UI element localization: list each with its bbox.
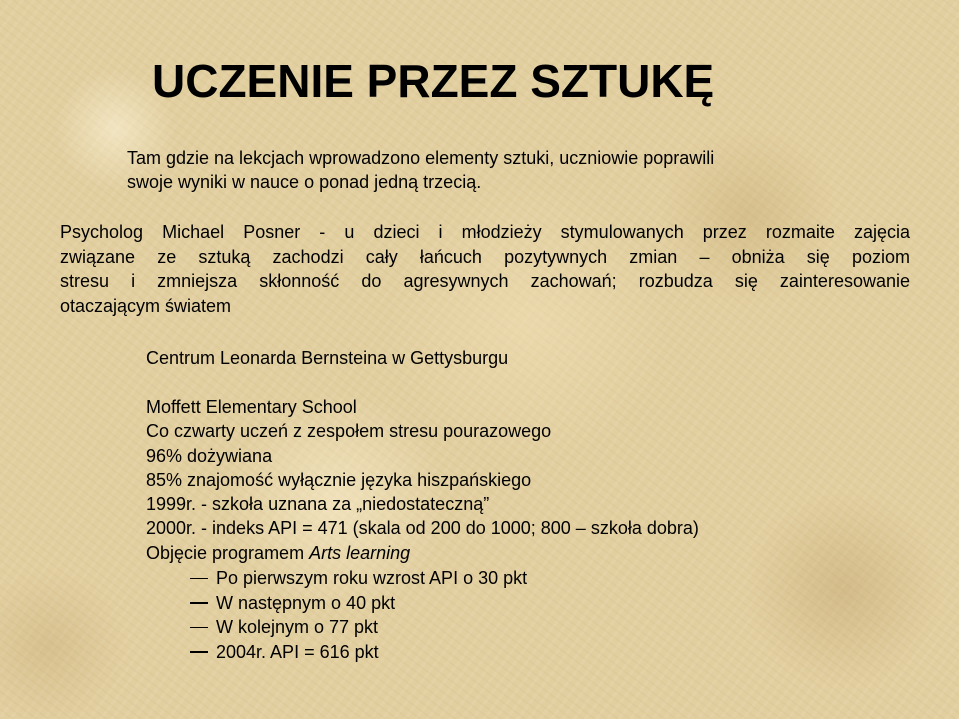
- fact-item: 1999r. - szkoła uznana za „niedostateczną”: [146, 494, 490, 515]
- program-item: [146, 541, 699, 565]
- dash-bullet-icon: [190, 602, 208, 604]
- paragraph-line: Psycholog Michael Posner - u dzieci i młodzieży stymulowanych przez rozmaite zajęcia: [60, 222, 910, 242]
- fact-item: 85% znajomość wyłącznie języka hiszpańskiego: [146, 469, 532, 490]
- slide-title: UCZENIE PRZEZ SZTUKĘ: [152, 55, 715, 107]
- result-item: [190, 591, 527, 616]
- paragraph-line: związane ze sztuką zachodzi cały łańcuch pozytywnych zmian – obniża się poziom: [60, 246, 910, 267]
- dash-bullet-icon: [190, 578, 208, 580]
- result-item: [190, 640, 527, 665]
- result-item: [190, 566, 527, 591]
- paragraph-line: stresu i zmniejsza skłonność do agresywnych zachowań; rozbudza się zainteresowanie: [60, 271, 910, 291]
- fact-item: 96% dożywiana: [146, 445, 273, 466]
- center-name: Centrum Leonarda Bernsteina w Gettysburgu: [146, 348, 509, 368]
- result-text: W kolejnym o 77 pkt: [216, 617, 379, 637]
- program-name: Arts learning: [309, 542, 411, 563]
- dash-bullet-icon: [190, 651, 208, 653]
- result-text: 2004r. API = 616 pkt: [216, 641, 379, 662]
- intro-text: [127, 146, 867, 194]
- fact-item: 2000r. - indeks API = 471 (skala od 200 do 1000; 800 – szkoła dobra): [146, 518, 699, 539]
- paragraph-line: otaczającym światem: [60, 295, 232, 316]
- intro-line: swoje wyniki w nauce o ponad jedną trzecią.: [127, 172, 482, 192]
- intro-line: Tam gdzie na lekcjach wprowadzono elementy sztuki, uczniowie poprawili: [127, 148, 715, 168]
- program-prefix: Objęcie programem: [146, 542, 310, 563]
- results-sublist: [190, 566, 527, 664]
- fact-item: Moffett Elementary School: [146, 397, 357, 417]
- result-text: W następnym o 40 pkt: [216, 592, 396, 613]
- dash-bullet-icon: [190, 627, 208, 629]
- school-facts-list: [146, 395, 699, 565]
- fact-item: Co czwarty uczeń z zespołem stresu pourazowego: [146, 421, 552, 442]
- result-text: Po pierwszym roku wzrost API o 30 pkt: [216, 568, 528, 588]
- result-item: [190, 615, 527, 640]
- posner-paragraph: [60, 220, 910, 318]
